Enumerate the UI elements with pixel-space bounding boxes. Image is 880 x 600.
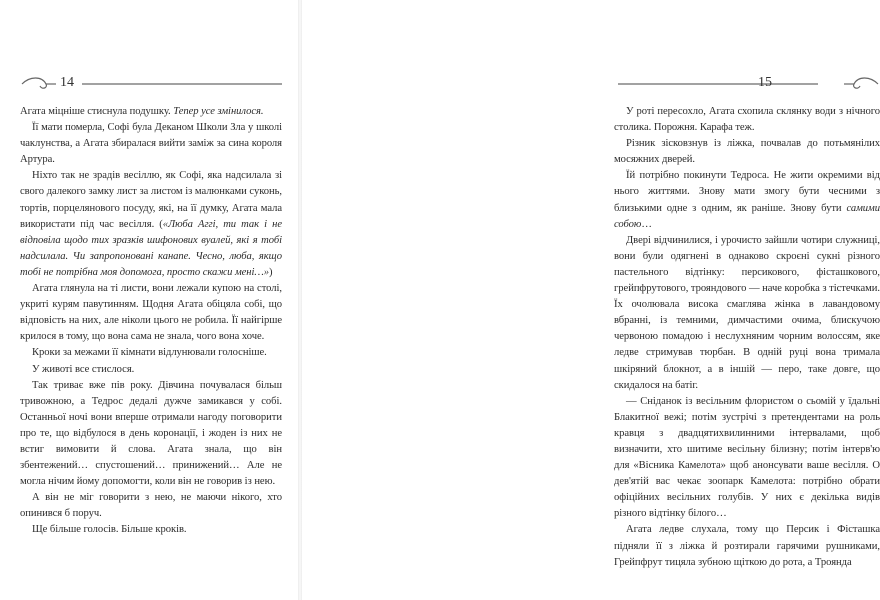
paragraph: Їй потрібно покинути Тедроса. Не жити окремими від нього життями. Знову мати змогу бути чесними з близькими одне з одним, як раніше. Знову бути самими собою… bbox=[614, 170, 880, 230]
paragraph: Її мати померла, Софі була Деканом Школи Зла у школі чаклунства, а Агата збиралася вийти заміж за сина короля Артура. bbox=[20, 122, 282, 166]
paragraph: У роті пересохло, Агата схопила склянку води з нічного столика. Порожня. Карафа теж. bbox=[614, 106, 880, 134]
paragraph: У животі все стислося. bbox=[32, 363, 135, 375]
page-text bbox=[614, 104, 880, 571]
right-page-header bbox=[618, 72, 880, 96]
paragraph: Двері відчинилися, і урочисто зайшли чотири служниці, вони були одягнені в однаково скроєні сукні різного пастельного відтінку: персикового, фісташкового, грейпфрутового, трояндового — наче коробка з тістечками. Їх очолювала висока смаглява жінка в лавандовому вбранні, із темними, димчастими очима, блискучою червоною помадою і неслухняним чорним волоссям, яке ледве стримував тюрбан. В одній руці вона тримала шкіряний блокнот, а в іншій — перо, таке довге, що скидалося на батіг. bbox=[614, 234, 880, 391]
paragraph: — Сніданок із весільним флористом о сьомій у їдальні Блакитної вежі; потім зустрічі з претендентами на роль кравця з двадцятихвилинними інтервалами, щоб визначити, хто шитиме весільну білизну; потім інтерв'ю для «Вісника Камелота» щоб анонсувати ваше весілля. О дев'ятій вас чекає зоопарк Камелота: потрібно обрати офіційних весільних голубів. У них є декілька видів різного відтінку білого… bbox=[614, 395, 880, 520]
paragraph: А він не міг говорити з нею, не маючи нікого, хто опинився б поруч. bbox=[20, 492, 282, 520]
page-number: 14 bbox=[60, 75, 74, 90]
left-page-header bbox=[20, 72, 282, 96]
left-page bbox=[0, 0, 300, 600]
paragraph: Агата ледве слухала, тому що Персик і Фісташка підняли її з ліжка й розтирали гарячими рушниками, Грейпфрут тицяла зубною щіткою до рота, а Троянда bbox=[614, 524, 880, 568]
paragraph: Ще більше голосів. Більше кроків. bbox=[32, 524, 187, 536]
paragraph: Ніхто так не зрадів весіллю, як Софі, яка надсилала зі свого далекого замку лист за листом із малюнками суконь, тортів, порцелянового посуду, які, на її думку, Агата мала використати під час весілля. («Люба Аггі, ти так і не відповіла щодо тих зразків шифонових вуалей, які я тобі надсилала. Чи запропоновані канапе. Чесно, люба, якщо тобі не потрібна моя допомога, просто скажи мені…») bbox=[20, 170, 282, 278]
ornamental-rule-icon bbox=[618, 72, 880, 96]
page-text bbox=[20, 104, 282, 539]
paragraph: Різник зісковзнув із ліжка, почвалав до потьмянілих мосяжних дверей. bbox=[614, 138, 880, 166]
paragraph: Агата глянула на ті листи, вони лежали купою на столі, укриті курям павутинням. Щодня Агата обіцяла собі, що відповість на них, але ніколи цього не робила. Її найгірше крилося в тому, що вона сама не знала, чого вона хоче. bbox=[20, 283, 282, 343]
paragraph: Так триває вже пів року. Дівчина почувалася більш тривожною, а Тедрос дедалі дужче замикався у собі. Останньої ночі вони вперше отримали нагоду поговорити про те, що відбулося в день коронації, і жоден із них не встиг вимовити й слова. Агата знала, що він збентежений… спустошений… принижений… Але не могла нічим йому допомогти, коли він не говорив із нею. bbox=[20, 379, 282, 488]
paragraph: Кроки за межами її кімнати відлунювали голосніше. bbox=[32, 347, 267, 359]
page-number: 15 bbox=[758, 75, 772, 90]
paragraph: Агата міцніше стиснула подушку. Тепер усе змінилося. bbox=[20, 106, 264, 117]
right-page bbox=[300, 0, 880, 600]
